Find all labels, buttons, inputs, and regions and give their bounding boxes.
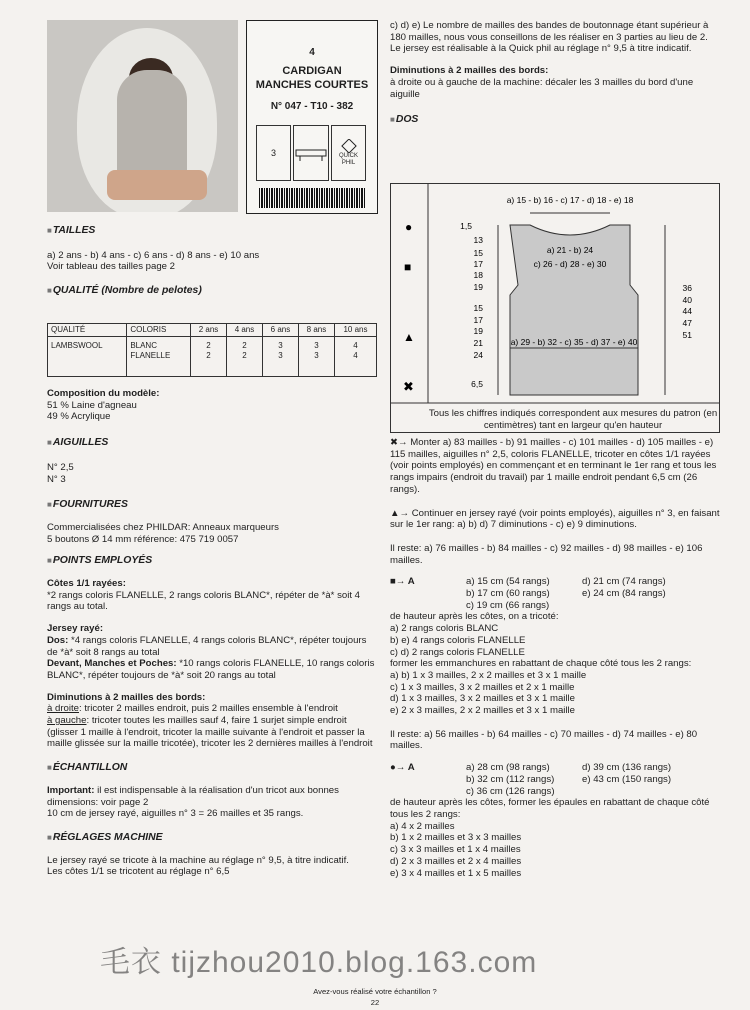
svg-text:21: 21 (473, 338, 483, 348)
svg-text:13: 13 (473, 235, 483, 245)
dos-diagram (390, 183, 720, 433)
intro-2: Le jersey est réalisable à la Quick phil au réglage n° 9,5 à titre indicatif. (390, 43, 692, 55)
svg-text:44: 44 (682, 306, 692, 316)
yarn-table: QUALITÉ COLORIS 2 ans 4 ans 6 ans 8 ans 10 ans LAMBSWOOL BLANC FLANELLE 2 2 2 2 3 3 3 3 4 4 (47, 323, 377, 377)
tailles-line1: a) 2 ans - b) 4 ans - c) 6 ans - d) 8 ans - e) 10 ans (47, 249, 260, 261)
svg-text:19: 19 (473, 282, 483, 292)
watermark: 毛衣 tijzhou2010.blog.163.com (100, 946, 538, 979)
pattern-title: CARDIGAN MANCHES COURTES (255, 65, 369, 91)
page-number: 22 (370, 998, 380, 1007)
step-monter: ✖→ Monter a) 83 mailles - b) 91 mailles - c) 101 mailles - d) 105 mailles - e) 115 mailles, aiguilles n° 2,5, coloris FLANELLE, tricoter en côtes 1/1 rayées (voir points employés) en commençant et en terminant le 1er rang et tous les rangs impairs (endroit du travail) par 1 maille endroit pendant 6,5 cm (26 rangs). (390, 437, 717, 495)
svg-text:18: 18 (473, 270, 483, 280)
svg-text:6,5: 6,5 (471, 379, 483, 389)
pattern-ref: N° 047 - T10 - 382 (270, 100, 354, 112)
tailles-line2: Voir tableau des tailles page 2 (47, 261, 176, 273)
echantillon-heading: ■ ÉCHANTILLON (47, 762, 377, 775)
svg-text:a) 29 - b) 32 - c) 35 - d) 37: a) 29 - b) 32 - c) 35 - d) 37 - e) 40 (510, 337, 638, 347)
tailles-heading: ■ TAILLES (47, 225, 377, 238)
reglages-heading: ■ RÉGLAGES MACHINE (47, 832, 377, 845)
pattern-card (246, 20, 378, 214)
svg-text:15: 15 (473, 303, 483, 313)
composition-heading: Composition du modèle: (47, 388, 160, 399)
square-icon: ■ (404, 260, 412, 274)
intro-1: c) d) e) Le nombre de mailles des bandes de boutonnage étant supérieur à 180 mailles, nous vous conseillons de les réaliser en 3 parties au lieu de 2. (390, 20, 709, 43)
aiguilles-heading: ■ AIGUILLES (47, 437, 377, 450)
needle-icon: 3 (256, 125, 291, 181)
model-photo (47, 20, 238, 212)
svg-text:36: 36 (682, 283, 692, 293)
svg-text:17: 17 (473, 259, 483, 269)
circle-icon: ● (405, 220, 413, 234)
svg-text:a) 21 - b) 24: a) 21 - b) 24 (546, 245, 594, 255)
step-continuer: ▲→ Continuer en jersey rayé (voir points employés), aiguilles n° 3, en faisant sur le 1er rang: a) b) d) 7 diminutions - c) e) 9 diminutions. (390, 507, 720, 531)
dos-heading: ■ DOS (390, 114, 720, 127)
svg-text:15: 15 (473, 248, 483, 258)
svg-text:51: 51 (682, 330, 692, 340)
triangle-icon: ▲ (403, 330, 415, 344)
svg-text:19: 19 (473, 326, 483, 336)
svg-text:a) 15 - b) 16 - c) 17 - d) 18: a) 15 - b) 16 - c) 17 - d) 18 - e) 18 (506, 195, 634, 205)
points-heading: ■ POINTS EMPLOYÉS (47, 555, 377, 568)
svg-text:24: 24 (473, 350, 483, 360)
svg-text:1,5: 1,5 (460, 221, 472, 231)
footer-line: Avez-vous réalisé votre échantillon ? (313, 987, 437, 996)
quick-phil-icon: QUICK PHIL (331, 125, 366, 181)
svg-text:47: 47 (682, 318, 692, 328)
machine-icon (293, 125, 329, 181)
barcode (259, 188, 365, 208)
svg-text:c) 26 - d) 28 - e) 30: c) 26 - d) 28 - e) 30 (533, 259, 607, 269)
svg-text:17: 17 (473, 315, 483, 325)
svg-text:40: 40 (682, 295, 692, 305)
qualite-heading: ■ QUALITÉ (Nombre de pelotes) (47, 285, 377, 298)
cross-icon: ✖ (403, 379, 414, 394)
fournitures-heading: ■ FOURNITURES (47, 499, 377, 512)
diagram-caption: Tous les chiffres indiqués correspondent aux mesures du patron (en centimètres) tant en largeur qu'en hauteur (428, 408, 718, 431)
pattern-number: 4 (309, 47, 315, 58)
